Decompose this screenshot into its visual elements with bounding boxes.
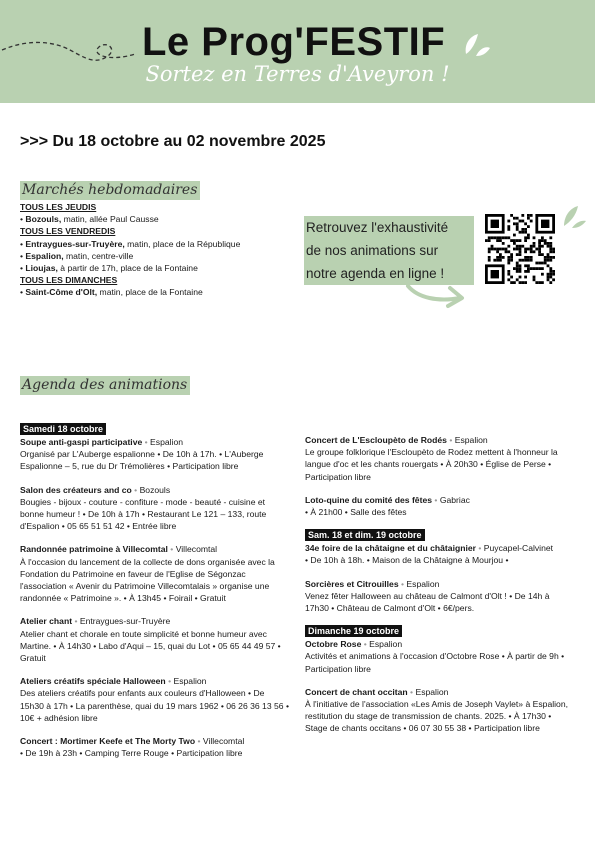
separator: • [72, 616, 80, 627]
event-title: 34e foire de la châtaigne et du châtaignier [305, 543, 476, 554]
event-item [305, 638, 575, 675]
event-description: Le groupe folklorique l'Escloupèto de Rodez mettent à l'honneur la langue d'oc et les chants rouergats • À 20h30 • Église de Perse • Participation libre [305, 447, 558, 482]
event-item [20, 543, 290, 604]
market-day-heading: TOUS LES JEUDIS [20, 202, 97, 212]
day-badge: Dimanche 19 octobre [305, 625, 402, 637]
event-heading [20, 436, 290, 448]
event-description: Organisé par L'Auberge espalionne • De 10h à 17h. • L'Auberge Espalionne – 5, rue du Dr Trémolières • Participation libre [20, 449, 264, 472]
online-agenda-promo [304, 216, 474, 285]
market-item [20, 250, 310, 262]
event-description: À l'occasion du lancement de la collecte de dons organisée avec la Fondation du Patrimoine en faveur de l'Eglise de Ségonzac l'association « Avenir du Patrimoine Villecomtalais » organise une randonnée « Patrimoine ». • À 13h45 • Foirail • Gratuit [20, 556, 275, 604]
event-heading [20, 615, 290, 627]
event-location: Espalion [454, 435, 488, 445]
event-location: Villecomtal [175, 544, 218, 555]
event-heading [305, 542, 575, 554]
event-item [305, 434, 575, 483]
event-location: Espalion [173, 676, 207, 687]
date-range: >>> Du 18 octobre au 02 novembre 2025 [20, 133, 326, 150]
bullet: • [20, 250, 26, 261]
day-heading-wrap [305, 625, 575, 638]
event-location: Espalion [150, 437, 184, 447]
event-description: À l'initiative de l'association «Les Amis de Joseph Vaylet» à Espalion, restitution du stage de transmission de chants. 2025. • À 17h30 • Stage de chants occitans • 06 07 30 55 38 • Participation libre [305, 699, 568, 734]
separator: • [167, 544, 176, 555]
separator: • [195, 736, 203, 747]
separator: • [131, 484, 140, 495]
event-description: Atelier chant et chorale en toute simplicité et bonne humeur avec Martine. • À 14h30 • Labo d'Aqui – 15, quai du Lot • 05 65 44 49 57 • Gratuit [20, 628, 281, 664]
event-description: • De 10h à 18h. • Maison de la Châtaigne à Mourjou • [305, 555, 509, 566]
event-location: Puycapel-Calvinet [483, 543, 554, 554]
separator: • [398, 578, 407, 589]
bullet: • [20, 263, 26, 274]
event-item [20, 436, 290, 473]
market-day-heading: TOUS LES VENDREDIS [20, 226, 116, 237]
promo-line: Retrouvez l'exhaustivité [304, 216, 474, 239]
event-location: Espalion [415, 686, 449, 697]
separator: • [165, 676, 174, 687]
bullet: • [20, 214, 26, 225]
event-title: Loto-quine du comité des fêtes [305, 494, 433, 505]
event-location: Gabriac [439, 494, 470, 505]
day-badge: Sam. 18 et dim. 19 octobre [305, 529, 425, 541]
event-description: • À 21h00 • Salle des fêtes [305, 507, 407, 518]
event-heading [305, 638, 575, 650]
event-location: Bozouls [139, 484, 171, 495]
agenda-column-left [20, 423, 290, 770]
bullet: • [20, 287, 26, 298]
event-title: Concert de L'Escloupèto de Rodés [305, 435, 447, 445]
event-heading [20, 484, 290, 496]
market-detail: matin, centre-ville [63, 250, 134, 261]
qr-code[interactable] [485, 214, 555, 284]
separator: • [475, 543, 484, 554]
separator: • [446, 435, 455, 445]
event-title: Atelier chant [20, 616, 73, 627]
market-town: Lioujas, [25, 263, 58, 274]
event-item [305, 494, 575, 518]
event-title: Salon des créateurs and co [20, 484, 132, 495]
event-title: Concert : Mortimer Keefe et The Morty Two [20, 736, 196, 747]
event-item [20, 484, 290, 533]
event-heading [20, 675, 290, 687]
event-title: Ateliers créatifs spéciale Halloween [20, 676, 166, 687]
market-detail: matin, place de la Fontaine [97, 287, 203, 298]
event-location: Espalion [369, 639, 403, 650]
event-location: Villecomtal [202, 736, 245, 747]
event-description: Bougies - bijoux - couture - confiture - mode - beauté - cuisine et bonne humeur ! • De 10h à 17h • Restaurant Le 121 – 133, route d'Espalion • 05 65 51 51 42 • Entrée libre [20, 496, 267, 532]
market-detail: matin, allée Paul Causse [61, 214, 159, 225]
event-title: Octobre Rose [305, 639, 362, 650]
market-town: Saint-Côme d'Olt, [25, 287, 98, 298]
event-description: Activités et animations à l'occasion d'Octobre Rose • À partir de 9h • Participation libre [305, 651, 565, 674]
section-title-agenda: Agenda des animations [20, 376, 190, 395]
event-title: Randonnée patrimoine à Villecomtal [20, 544, 168, 555]
event-title: Soupe anti-gaspi participative [20, 437, 143, 447]
event-heading [305, 578, 575, 590]
event-title: Sorcières et Citrouilles [305, 578, 399, 589]
agenda-column-right [305, 434, 575, 746]
event-heading [20, 543, 290, 555]
market-item [20, 213, 310, 225]
market-day-heading: TOUS LES DIMANCHES [20, 275, 118, 286]
event-description: • De 19h à 23h • Camping Terre Rouge • Participation libre [20, 748, 243, 759]
event-item [20, 615, 290, 664]
market-detail: à partir de 17h, place de la Fontaine [57, 263, 198, 274]
event-item [305, 542, 575, 566]
separator: • [407, 686, 416, 697]
event-location: Entraygues-sur-Truyère [79, 616, 171, 627]
event-item [20, 735, 290, 759]
leaf-icon [462, 30, 492, 58]
header-banner [0, 0, 595, 103]
event-item [305, 578, 575, 615]
event-item [20, 675, 290, 724]
event-location: Espalion [406, 578, 440, 589]
page-title: Le Prog'FESTIF [142, 20, 446, 64]
section-title-marches: Marchés hebdomadaires [20, 181, 200, 200]
separator: • [142, 437, 151, 447]
page-subtitle: Sortez en Terres d'Aveyron ! [145, 62, 450, 86]
market-item [20, 238, 310, 250]
separator: • [432, 494, 440, 505]
event-heading [20, 735, 290, 747]
market-town: Bozouls, [25, 214, 62, 225]
markets-list [20, 201, 310, 299]
market-detail: matin, place de la République [124, 238, 241, 249]
event-heading [305, 686, 575, 698]
market-item [20, 286, 310, 298]
leaf-icon [562, 204, 588, 230]
day-heading-wrap [305, 529, 575, 542]
event-heading [305, 434, 575, 446]
event-item [305, 686, 575, 735]
event-description: Des ateliers créatifs pour enfants aux couleurs d'Halloween • De 15h30 à 17h • La parenthèse, quai du 19 mars 1962 • 06 26 36 13 56 • 10€ + adhésion libre [20, 688, 289, 723]
market-town: Espalion, [25, 250, 64, 261]
day-heading-wrap [20, 423, 290, 436]
event-heading [305, 494, 575, 506]
event-description: Venez fêter Halloween au château de Calmont d'Olt ! • De 14h à 17h30 • Château de Calmont d'Olt • 6€/pers. [305, 590, 550, 614]
promo-line: notre agenda en ligne ! [304, 262, 474, 285]
separator: • [361, 639, 370, 650]
curved-arrow-icon [404, 280, 468, 316]
market-item [20, 262, 310, 274]
day-badge: Samedi 18 octobre [20, 423, 106, 435]
event-title: Concert de chant occitan [305, 686, 408, 697]
promo-line: de nos animations sur [304, 239, 474, 262]
bullet: • [20, 238, 26, 249]
market-town: Entraygues-sur-Truyère, [25, 238, 125, 249]
